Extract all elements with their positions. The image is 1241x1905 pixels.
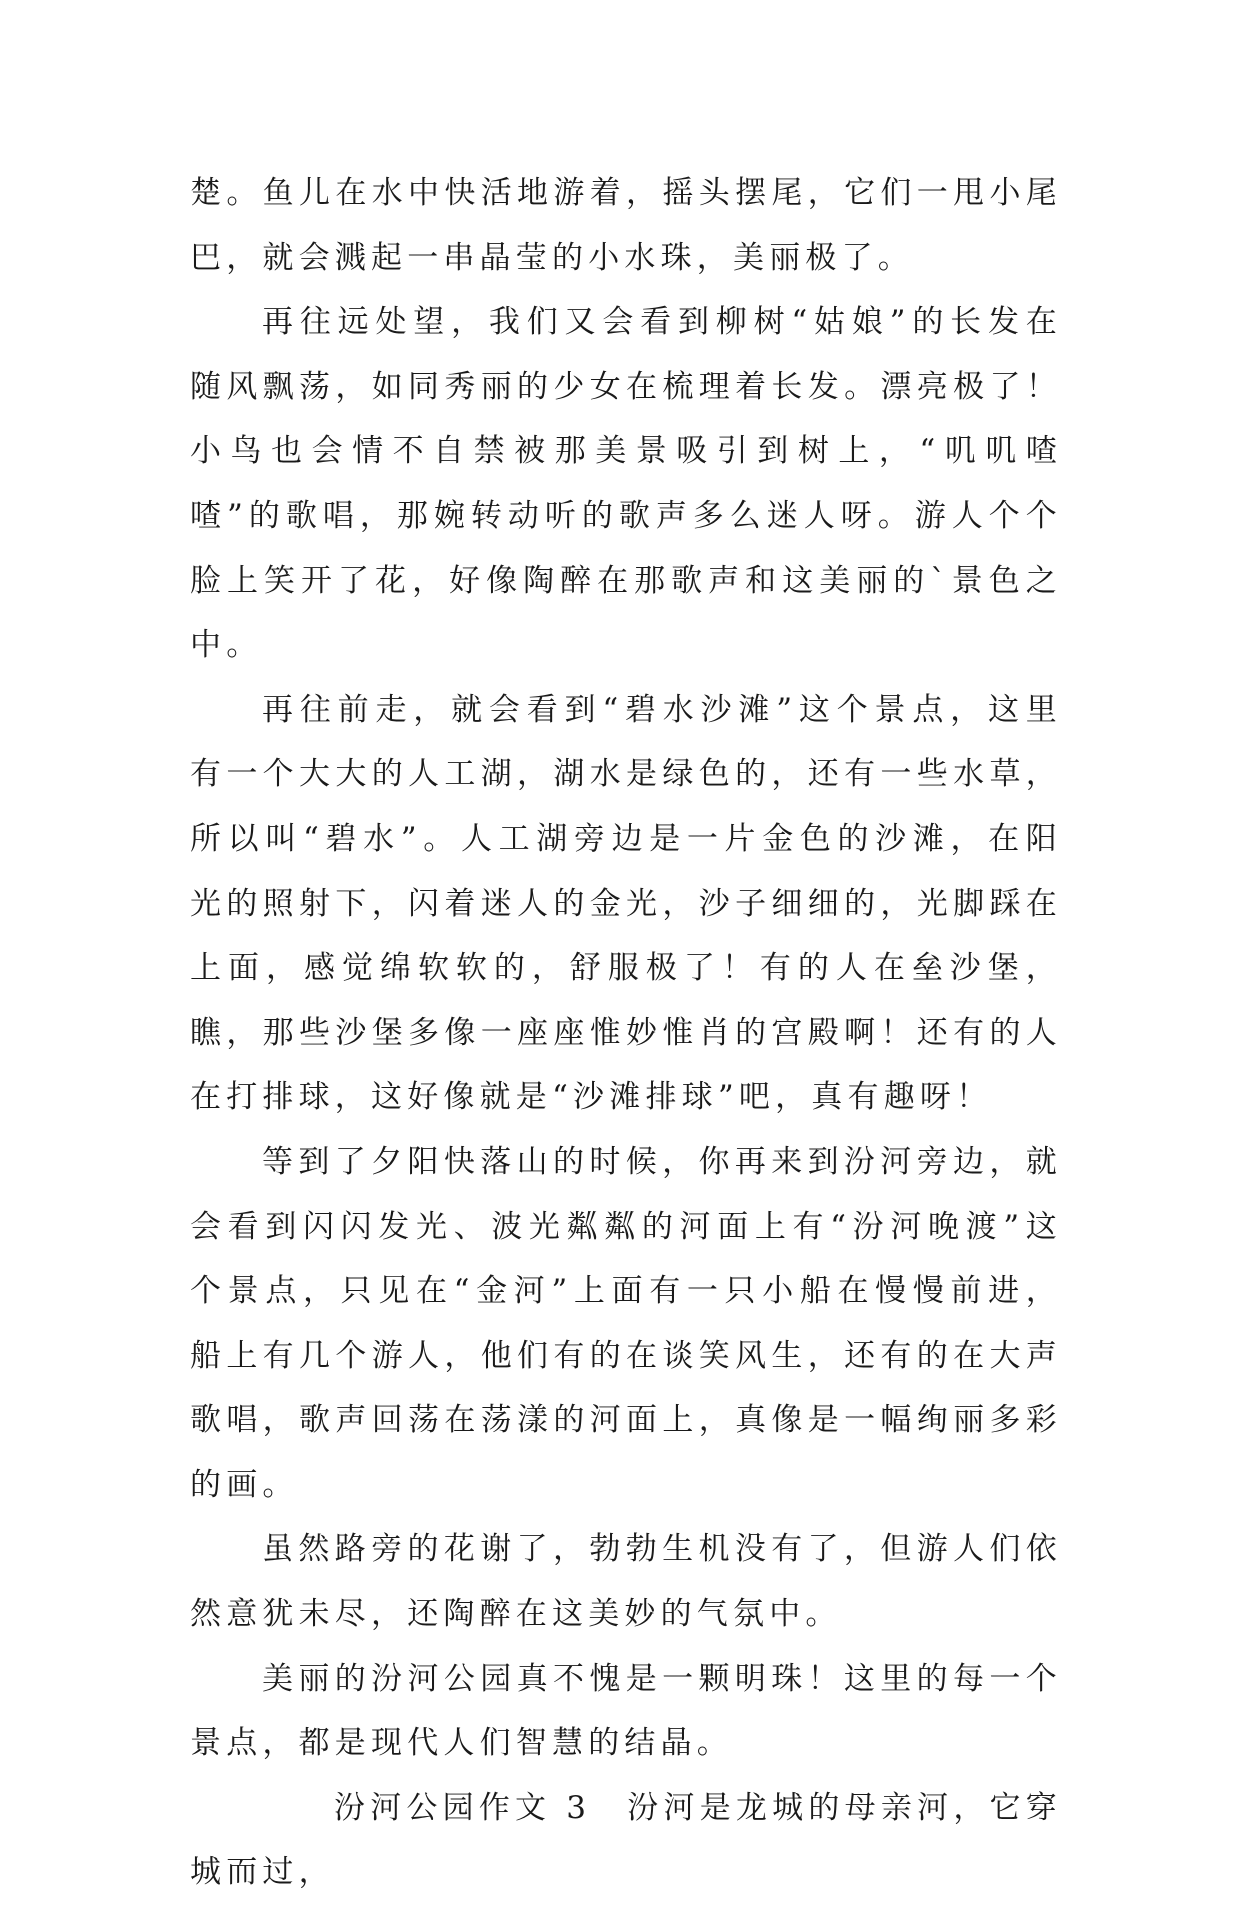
essay-body [190,161,1062,1905]
paragraph-2: 再往远处望，我们又会看到柳树“姑娘”的长发在随风飘荡，如同秀丽的少女在梳理着长发。漂亮极了！小鸟也会情不自禁被那美景吸引到树上，“叽叽喳喳”的歌唱，那婉转动听的歌声多么迷人呀。游人个个脸上笑开了花，好像陶醉在那歌声和这美丽的`景色之中。 [190,304,1062,664]
paragraph-3: 再往前走，就会看到“碧水沙滩”这个景点，这里有一个大大的人工湖，湖水是绿色的，还有一些水草，所以叫“碧水”。人工湖旁边是一片金色的沙滩，在阳光的照射下，闪着迷人的金光，沙子细细的，光脚踩在上面，感觉绵软软的，舒服极了！有的人在垒沙堡，瞧，那些沙堡多像一座座惟妙惟肖的宫殿啊！还有的人在打排球，这好像就是“沙滩排球”吧，真有趣呀！ [190,691,1062,1116]
essay-3-opening-text: 汾河是龙城的母亲河，它穿城而过， [190,1789,1062,1891]
essay-3-start-line [190,1776,1062,1905]
paragraph-4: 等到了夕阳快落山的时候，你再来到汾河旁边，就会看到闪闪发光、波光粼粼的河面上有“汾河晚渡”这个景点，只见在“金河”上面有一只小船在慢慢前进，船上有几个游人，他们有的在谈笑风生，还有的在大声歌唱，歌声回荡在荡漾的河面上，真像是一幅绚丽多彩的画。 [190,1143,1062,1503]
essay-title: 汾河公园作文 3 [334,1789,592,1826]
paragraph-1: 楚。鱼儿在水中快活地游着，摇头摆尾，它们一甩小尾巴，就会溅起一串晶莹的小水珠，美丽极了。 [190,175,1062,276]
paragraph-6: 美丽的汾河公园真不愧是一颗明珠！这里的每一个景点，都是现代人们智慧的结晶。 [190,1660,1062,1762]
paragraph-5: 虽然路旁的花谢了，勃勃生机没有了，但游人们依然意犹未尽，还陶醉在这美妙的气氛中。 [190,1531,1062,1633]
